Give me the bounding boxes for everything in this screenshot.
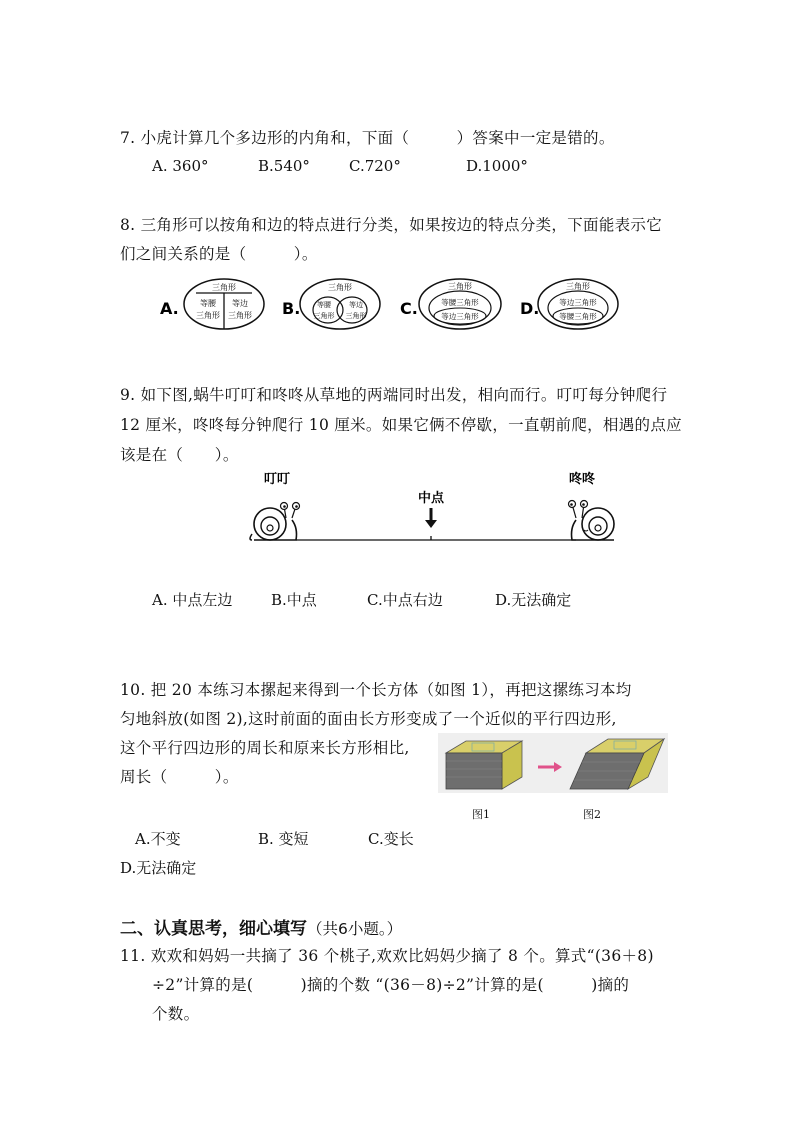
q8-fig-a-top: 三角形	[212, 283, 236, 292]
book-stack-figure-2	[570, 739, 664, 789]
snail-right-icon	[569, 501, 615, 541]
q10-stem-line4: 周长（ ）。	[120, 768, 239, 786]
q8-option-c[interactable]	[398, 276, 506, 332]
q7-option-c[interactable]: C.720°	[349, 157, 401, 175]
q8-fig-d-inner: 等腰三角形	[559, 312, 597, 321]
q7-option-a[interactable]: A. 360°	[152, 157, 209, 175]
q10-stem-line3: 这个平行四边形的周长和原来长方形相比,	[120, 739, 410, 757]
q8-figure-d	[518, 276, 622, 332]
q8-fig-b-top: 三角形	[328, 283, 352, 292]
svg-text:三角形: 三角形	[345, 312, 367, 320]
svg-text:等边: 等边	[232, 299, 248, 308]
q9-label-midpoint: 中点	[418, 491, 445, 506]
q10-option-c[interactable]: C.变长	[368, 830, 414, 848]
q8-stem-line2: 们之间关系的是（ ）。	[120, 245, 318, 263]
svg-text:等边: 等边	[349, 301, 363, 309]
section-title: 二、认真思考，细心填写	[120, 919, 307, 939]
svg-text:等腰: 等腰	[317, 301, 331, 309]
q10-caption-fig1: 图1	[472, 808, 490, 821]
q8-option-d[interactable]	[518, 276, 622, 332]
q10-stem-line1: 10. 把 20 本练习本摞起来得到一个长方体（如图 1），再把这摞练习本均	[120, 681, 632, 699]
q10-option-a[interactable]: A.不变	[135, 830, 181, 848]
q9-stem-line2: 12 厘米，咚咚每分钟爬行 10 厘米。如果它俩不停歇，一直朝前爬，相遇的点应	[120, 416, 682, 434]
q8-fig-d-label: D.	[520, 299, 540, 318]
q11-stem-line1: 11. 欢欢和妈妈一共摘了 36 个桃子,欢欢比妈妈少摘了 8 个。算式“(36＋8)	[120, 947, 654, 965]
q8-fig-d-outer: 三角形	[566, 282, 590, 291]
q9-label-dingding: 叮叮	[264, 472, 291, 487]
q8-fig-d-mid: 等边三角形	[559, 298, 597, 307]
q8-fig-b-label: B.	[282, 299, 301, 318]
q10-caption-fig2: 图2	[583, 808, 601, 821]
q9-label-dongdong: 咚咚	[569, 472, 596, 487]
q9-option-a[interactable]: A. 中点左边	[152, 591, 233, 609]
q10-figure	[438, 733, 668, 793]
svg-text:三角形: 三角形	[228, 311, 252, 320]
right-arrow-icon	[538, 762, 562, 772]
svg-text:等腰: 等腰	[200, 299, 216, 308]
q8-fig-c-label: C.	[400, 299, 418, 318]
q10-stem-line2: 匀地斜放(如图 2),这时前面的面由长方形变成了一个近似的平行四边形,	[120, 710, 617, 728]
book-stack-figure-1	[446, 741, 522, 789]
q8-option-b[interactable]	[280, 276, 384, 332]
section-subtitle: （共6小题。）	[307, 920, 403, 938]
q8-figure-c	[398, 276, 506, 332]
q10-option-b[interactable]: B. 变短	[258, 830, 309, 848]
q9-option-d[interactable]: D.无法确定	[495, 591, 572, 609]
q9-option-b[interactable]: B.中点	[271, 591, 317, 609]
q8-figure-b	[280, 276, 384, 332]
q9-figure	[246, 468, 626, 548]
q10-option-d[interactable]: D.无法确定	[120, 859, 197, 877]
q7-option-d[interactable]: D.1000°	[466, 157, 528, 175]
q7-option-b[interactable]: B.540°	[258, 157, 310, 175]
q8-fig-a-label: A.	[160, 299, 179, 318]
q11-stem-line2: ÷2”计算的是( )摘的个数 “(36－8)÷2”计算的是( )摘的	[152, 976, 630, 994]
q8-fig-c-inner: 等边三角形	[441, 312, 479, 321]
q9-stem-line3: 该是在（ ）。	[120, 446, 239, 464]
q8-option-a[interactable]	[158, 276, 268, 332]
svg-text:三角形: 三角形	[196, 311, 220, 320]
q8-figure-a	[158, 276, 268, 332]
q8-fig-c-mid: 等腰三角形	[441, 298, 479, 307]
section-heading	[120, 914, 402, 939]
q7-stem: 7. 小虎计算几个多边形的内角和，下面（ ）答案中一定是错的。	[120, 129, 615, 147]
snail-left-icon	[250, 503, 300, 541]
svg-text:三角形: 三角形	[313, 312, 335, 320]
q9-stem-line1: 9. 如下图,蜗牛叮叮和咚咚从草地的两端同时出发，相向而行。叮叮每分钟爬行	[120, 386, 668, 404]
q9-option-c[interactable]: C.中点右边	[367, 591, 443, 609]
q11-stem-line3: 个数。	[152, 1005, 200, 1023]
q8-stem-line1: 8. 三角形可以按角和边的特点进行分类，如果按边的特点分类，下面能表示它	[120, 216, 663, 234]
q8-fig-c-outer: 三角形	[448, 282, 472, 291]
